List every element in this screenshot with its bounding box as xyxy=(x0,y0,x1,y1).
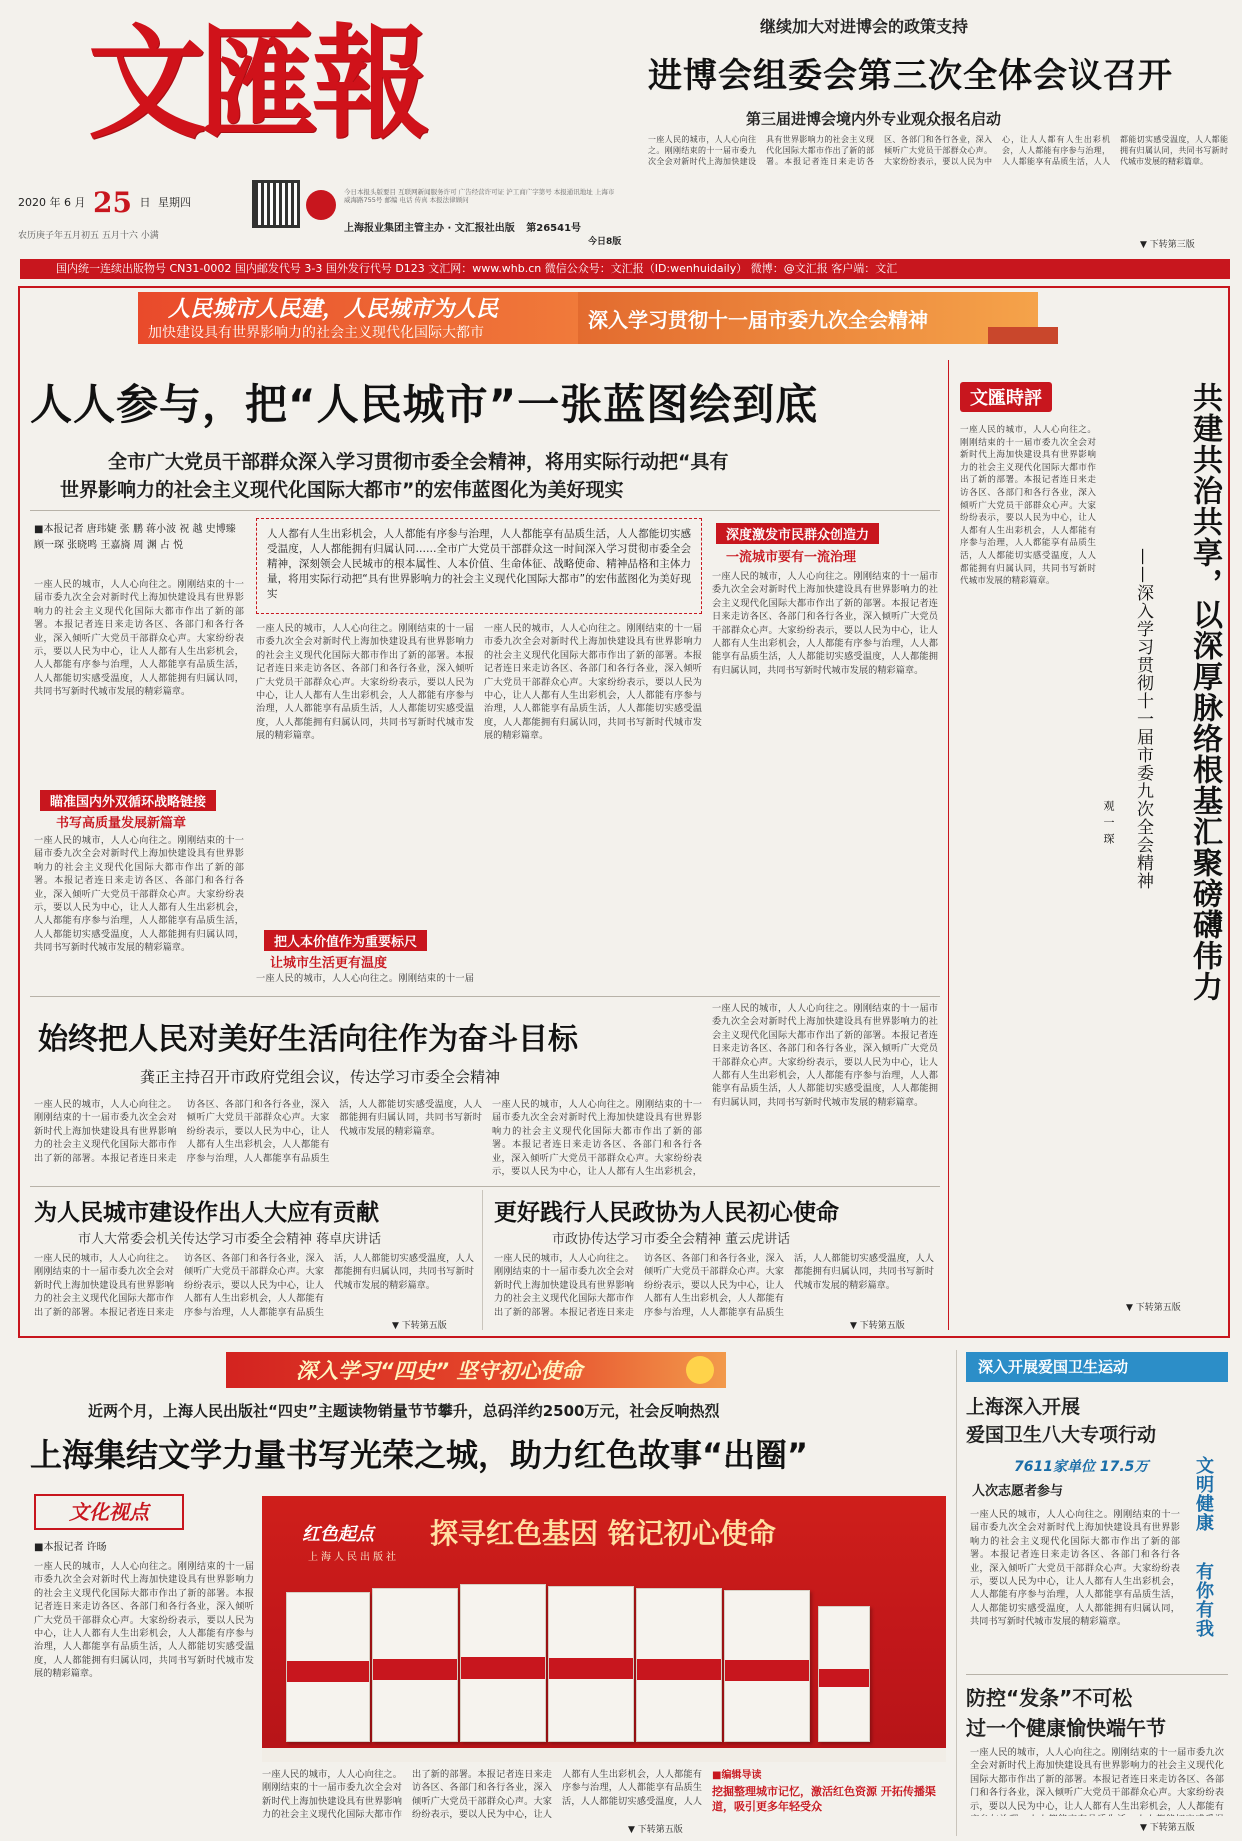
date-day: 25 xyxy=(92,186,132,219)
editor-tag: ■编辑导读 xyxy=(712,1770,762,1781)
commentary-tag: 文匯時評 xyxy=(960,382,1052,412)
lead-tag1-sub: 一流城市要有一流治理 xyxy=(726,550,857,565)
weekday: 星期四 xyxy=(157,196,191,209)
photo-title: 探寻红色基因 铭记初心使命 xyxy=(430,1517,776,1550)
banner-right-text: 深入学习贯彻十一届市委九次全会精神 xyxy=(588,308,928,332)
lead-tag3-sub: 让城市生活更有温度 xyxy=(270,956,388,971)
masthead xyxy=(0,0,1242,250)
story4-headline: 更好践行人民政协为人民初心使命 xyxy=(494,1200,839,1226)
four-histories-banner-text: 深入学习“四史” 坚守初心使命 xyxy=(296,1359,583,1383)
book-cover-5 xyxy=(636,1588,722,1742)
lead-callout-text: 人人都有人生出彩机会，人人都能有序参与治理，人人都能享有品质生活，人人都能切实感受温度，人人都能拥有归属认同……全市广大党员干部群众这一时间深入学习贯彻市委全会精神，深刻领会人民城市的根本属性、人本价值、生命体征、战略使命、精神品格和主体力量，将用实际行动把“具有世界影响力的社会主义现代化国际大都市”的宏伟蓝图化为美好现实 xyxy=(267,528,691,600)
health-stat2: 人次志愿者参与 xyxy=(972,1484,1064,1499)
photo-brand: 红色起点 xyxy=(302,1524,374,1545)
story2-headline: 始终把人民对美好生活向往作为奋斗目标 xyxy=(38,1022,578,1057)
story4-body: 一座人民的城市，人人心向往之。刚刚结束的十一届市委九次全会对新时代上海加快建设具有世界影响力的社会主义现代化国际大都市作出了新的部署。本报记者连日来走访各区、各部门和各行各业，深入倾听广大党员干部群众心声。大家纷纷表示，要以人民为中心，让人人都有人生出彩机会，人人都能有序参与治理，人人都能享有品质生活，人人都能切实感受温度，人人都能拥有归属认同，共同书写新时代城市发展的精彩篇章。 xyxy=(494,1253,934,1318)
health-headline-l2: 爱国卫生八大专项行动 xyxy=(966,1424,1157,1446)
issue-date xyxy=(18,186,191,219)
top-story-kicker: 继续加大对进博会的政策支持 xyxy=(760,17,969,36)
four-histories-byline: ■本报记者 许旸 xyxy=(34,1542,107,1553)
banner-line1: 人民城市人民建，人民城市为人民 xyxy=(168,297,499,322)
health-headline2-l1: 防控“发条”不可松 xyxy=(966,1686,1133,1710)
commentary-body: 一座人民的城市，人人心向往之。刚刚结束的十一届市委九次全会对新时代上海加快建设具有世界影响力的社会主义现代化国际大都市作出了新的部署。本报记者连日来走访各区、各部门和各行各业，深入倾听广大党员干部群众心声。大家纷纷表示，要以人民为中心，让人人都有人生出彩机会，人人都能有序参与治理，人人都能享有品质生活，人人都能切实感受温度，人人都能拥有归属认同，共同书写新时代城市发展的精彩篇章。 xyxy=(960,425,1096,587)
skyline-icon xyxy=(988,288,1058,344)
four-histories-headline: 上海集结文学力量书写光荣之城，助力红色故事“出圈” xyxy=(30,1436,809,1474)
party-emblem-icon xyxy=(686,1356,714,1384)
lead-tag2-sub: 书写高质量发展新篇章 xyxy=(56,816,187,831)
date-year-month: 2020 年 6 月 xyxy=(18,196,86,209)
lead-tag2: 瞄准国内外双循环战略链接 xyxy=(40,790,216,811)
lead-body-col4: 一座人民的城市，人人心向往之。刚刚结束的十一届市委九次全会对新时代上海加快建设具有世界影响力的社会主义现代化国际大都市作出了新的部署。本报记者连日来走访各区、各部门和各行各业，深入倾听广大党员干部群众心声。大家纷纷表示，要以人民为中心，让人人都有人生出彩机会，人人都能有序参与治理，人人都能享有品质生活，人人都能切实感受温度，人人都能拥有归属认同，共同书写新时代城市发展的精彩篇章。 xyxy=(712,571,938,676)
photo-publisher: 上海人民出版社 xyxy=(308,1552,399,1563)
lead-body-col2b: 一座人民的城市，人人心向往之。刚刚结束的十一届 xyxy=(256,973,474,984)
story34-divider xyxy=(482,1190,483,1330)
masthead-notice: 今日本报头版要目 互联网新闻服务许可 广告经营许可证 沪工商广字第号 本报通讯地址 上海市威海路755号 邮编 电话 传真 本报法律顾问 xyxy=(344,188,615,204)
culture-column-logo: 文化视点 xyxy=(34,1494,184,1530)
four-histories-deck: 近两个月，上海人民出版社“四史”主题读物销量节节攀升，总码洋约2500万元，社会反响热烈 xyxy=(88,1402,720,1420)
health-jump: ▼ 下转第五版 xyxy=(1140,1823,1195,1833)
lead-tag1: 深度激发市民群众创造力 xyxy=(716,523,879,544)
lead-headline: 人人参与，把“人民城市”一张蓝图绘到底 xyxy=(30,380,819,429)
health-body: 一座人民的城市，人人心向往之。刚刚结束的十一届市委九次全会对新时代上海加快建设具有世界影响力的社会主义现代化国际大都市作出了新的部署。本报记者连日来走访各区、各部门和各行各业，深入倾听广大党员干部群众心声。大家纷纷表示，要以人民为中心，让人人都有人生出彩机会，人人都能有序参与治理，人人都能享有品质生活，人人都能切实感受温度，人人都能拥有归属认同，共同书写新时代城市发展的精彩篇章。 xyxy=(970,1509,1180,1628)
emblem-icon xyxy=(306,190,336,220)
lead-body-col3: 一座人民的城市，人人心向往之。刚刚结束的十一届市委九次全会对新时代上海加快建设具有世界影响力的社会主义现代化国际大都市作出了新的部署。本报记者连日来走访各区、各部门和各行各业，深入倾听广大党员干部群众心声。大家纷纷表示，要以人民为中心，让人人都有人生出彩机会，人人都能有序参与治理，人人都能享有品质生活，人人都能切实感受温度，人人都能拥有归属认同，共同书写新时代城市发展的精彩篇章。 xyxy=(484,623,702,742)
lunar-date: 农历庚子年五月初五 五月十六 小满 xyxy=(18,231,159,241)
lead-body-col2: 一座人民的城市，人人心向往之。刚刚结束的十一届市委九次全会对新时代上海加快建设具有世界影响力的社会主义现代化国际大都市作出了新的部署。本报记者连日来走访各区、各部门和各行各业，深入倾听广大党员干部群众心声。大家纷纷表示，要以人民为中心，让人人都有人生出彩机会，人人都能有序参与治理，人人都能享有品质生活，人人都能切实感受温度，人人都能拥有归属认同，共同书写新时代城市发展的精彩篇章。 xyxy=(256,623,474,742)
lead-deck-line2: 世界影响力的社会主义现代化国际大都市”的宏伟蓝图化为美好现实 xyxy=(60,479,624,501)
section-banner xyxy=(138,288,1098,346)
newspaper-logo: 文匯報 xyxy=(88,11,425,156)
lead-callout xyxy=(256,518,702,614)
qr-code-icon xyxy=(252,180,300,228)
health-body2: 一座人民的城市，人人心向往之。刚刚结束的十一届市委九次全会对新时代上海加快建设具有世界影响力的社会主义现代化国际大都市作出了新的部署。本报记者连日来走访各区、各部门和各行各业，深入倾听广大党员干部群众心声。大家纷纷表示，要以人民为中心，让人人都有人生出彩机会，人人都能有 xyxy=(970,1747,1224,1812)
four-histories-jump: ▼ 下转第五版 xyxy=(628,1825,683,1835)
book-cover-3 xyxy=(460,1584,546,1742)
book-cover-2 xyxy=(372,1588,458,1742)
page-count: 今日8版 xyxy=(588,237,622,247)
top-story-jump: ▼ 下转第三版 xyxy=(1140,240,1195,250)
health-headline2-l2: 过一个健康愉快端午节 xyxy=(966,1716,1166,1740)
top-story-headline: 进博会组委会第三次全体会议召开 xyxy=(648,56,1173,96)
health-stat: 7611家单位 17.5万 xyxy=(1014,1459,1149,1475)
story2-body-left: 一座人民的城市，人人心向往之。刚刚结束的十一届市委九次全会对新时代上海加快建设具有世界影响力的社会主义现代化国际大都市作出了新的部署。本报记者连日来走访各区、各部门和各行各业，深入倾听广大党员干部群众心声。大家纷纷表示，要以人民为中心，让人人都有人生出彩机会，人人都能有序参与治理，人人都能享有品质生活，人人都能切实感受温度，人人都能拥有归属认同，共同书写新时代城市发展的精彩篇章。 xyxy=(34,1099,482,1164)
story4-jump: ▼ 下转第五版 xyxy=(850,1321,905,1331)
health-rule xyxy=(966,1674,1228,1675)
editor-note: 挖掘整理城市记忆，激活红色资源 开拓传播渠道，吸引更多年轻受众 xyxy=(712,1785,936,1813)
editor-note-box xyxy=(712,1766,946,1830)
commentary-subline: ——深入学习贯彻十一届市委九次全会精神 xyxy=(1133,548,1153,890)
books-photo xyxy=(262,1496,946,1762)
story3-headline: 为人民城市建设作出人大应有贡献 xyxy=(34,1200,379,1226)
health-banner: 深入开展爱国卫生运动 xyxy=(966,1352,1228,1382)
lead-deck-line1: 全市广大党员干部群众深入学习贯彻市委全会精神，将用实际行动把“具有 xyxy=(108,451,729,473)
four-histories-body-bottom: 一座人民的城市，人人心向往之。刚刚结束的十一届市委九次全会对新时代上海加快建设具有世界影响力的社会主义现代化国际大都市作出了新的部署。本报记者连日来走访各区、各部门和各行各业，深入倾听广大党员干部群众心声。大家纷纷表示，要以人民为中心，让人人都有人生出彩机会，人人都能有序参与治理，人人都能享有品质生活，人人都能切实感受温度，人人 xyxy=(262,1769,702,1821)
book-cover-6 xyxy=(724,1590,810,1742)
lead-rule xyxy=(30,510,940,511)
story2-subhead: 龚正主持召开市政府党组会议，传达学习市委全会精神 xyxy=(140,1068,501,1086)
health-divider xyxy=(956,1350,957,1836)
health-headline-l1: 上海深入开展 xyxy=(966,1396,1081,1418)
date-unit: 日 xyxy=(139,196,151,209)
story3-body: 一座人民的城市，人人心向往之。刚刚结束的十一届市委九次全会对新时代上海加快建设具有世界影响力的社会主义现代化国际大都市作出了新的部署。本报记者连日来走访各区、各部门和各行各业，深入倾听广大党员干部群众心声。大家纷纷表示，要以人民为中心，让人人都有人生出彩机会，人人都能有序参与治理，人人都能享有品质生活，人人都能切实感受温度，人人都能拥有归属认同，共同书写新时代城市发展的精彩篇章。 xyxy=(34,1253,474,1318)
story4-subhead: 市政协传达学习市委全会精神 董云虎讲话 xyxy=(552,1232,791,1247)
book-cover-7 xyxy=(818,1606,870,1742)
commentary-jump: ▼ 下转第五版 xyxy=(1126,1303,1181,1313)
publisher: 上海报业集团主管主办 · 文汇报社出版 第26541号 xyxy=(344,223,582,234)
top-story-body: 一座人民的城市，人人心向往之。刚刚结束的十一届市委九次全会对新时代上海加快建设具有世界影响力的社会主义现代化国际大都市作出了新的部署。本报记者连日来走访各区、各部门和各行各业，深入倾听广大党员干部群众心声。大家纷纷表示，要以人民为中心，让人人都有人生出彩机会，人人都能有序参与治理，人人都能享有品质生活，人人都能切实感受温度，人人都能拥有归属认同，共同书写新时代城市发展的精彩篇章。 xyxy=(648,135,1228,166)
health-slogan2: 有你有我 xyxy=(1193,1562,1214,1638)
info-bar: 国内统一连续出版物号 CN31-0002 国内邮发代号 3-3 国外发行代号 D123 文汇网：www.whb.cn 微信公众号：文汇报（ID:wenhuidaily） 微博：@文汇报 客户端：文汇 xyxy=(20,259,1230,279)
lead-tag3: 把人本价值作为重要标尺 xyxy=(264,930,427,951)
story2-body-mid: 一座人民的城市，人人心向往之。刚刚结束的十一届市委九次全会对新时代上海加快建设具有世界影响力的社会主义现代化国际大都市作出了新的部署。本报记者连日来走访各区、各部门和各行各业，深入倾听广大党员干部群众心声。大家纷纷表示，要以人民为中心，让人人都有人生出彩机会， xyxy=(492,1099,702,1178)
story3-subhead: 市人大常委会机关传达学习市委全会精神 蒋卓庆讲话 xyxy=(78,1232,382,1247)
story2-body-right: 一座人民的城市，人人心向往之。刚刚结束的十一届市委九次全会对新时代上海加快建设具有世界影响力的社会主义现代化国际大都市作出了新的部署。本报记者连日来走访各区、各部门和各行各业，深入倾听广大党员干部群众心声。大家纷纷表示，要以人民为中心，让人人都有人生出彩机会，人人都能有序参与治理，人人都能享有品质生活，人人都能切实感受温度，人人都能拥有归属认同，共同书写新时代城市发展的精彩篇章。 xyxy=(712,1003,938,1108)
health-slogan1: 文明健康 xyxy=(1193,1456,1214,1532)
story34-rule xyxy=(30,1186,940,1187)
four-histories-body-col1: 一座人民的城市，人人心向往之。刚刚结束的十一届市委九次全会对新时代上海加快建设具有世界影响力的社会主义现代化国际大都市作出了新的部署。本报记者连日来走访各区、各部门和各行各业，深入倾听广大党员干部群众心声。大家纷纷表示，要以人民为中心，让人人都有人生出彩机会，人人都能有序参与治理，人人都能享有品质生活，人人都能切实感受温度，人人都能拥有归属认同，共同书写新时代城市发展的精彩篇章。 xyxy=(34,1561,254,1680)
lead-body-col1b: 一座人民的城市，人人心向往之。刚刚结束的十一届市委九次全会对新时代上海加快建设具有世界影响力的社会主义现代化国际大都市作出了新的部署。本报记者连日来走访各区、各部门和各行各业，深入倾听广大党员干部群众心声。大家纷纷表示，要以人民为中心，让人人都有人生出彩机会，人人都能有序参与治理，人人都能享有品质生活，人人都能切实感受温度，人人都能拥有归属认同，共同书写新时代城市发展的精彩篇章。 xyxy=(34,835,244,954)
commentary-headline: 共建共治共享，以深厚脉络根基汇聚磅礴伟力 xyxy=(1187,382,1222,1002)
lead-body-col1: 一座人民的城市，人人心向往之。刚刚结束的十一届市委九次全会对新时代上海加快建设具有世界影响力的社会主义现代化国际大都市作出了新的部署。本报记者连日来走访各区、各部门和各行各业，深入倾听广大党员干部群众心声。大家纷纷表示，要以人民为中心，让人人都有人生出彩机会，人人都能有序参与治理，人人都能享有品质生活，人人都能切实感受温度，人人都能拥有归属认同，共同书写新时代城市发展的精彩篇章。 xyxy=(34,579,244,698)
banner-line2: 加快建设具有世界影响力的社会主义现代化国际大都市 xyxy=(148,325,484,341)
photo-floor xyxy=(262,1748,946,1762)
story3-jump: ▼ 下转第五版 xyxy=(392,1321,447,1331)
commentary-divider xyxy=(948,360,949,1330)
top-story-subhead: 第三届进博会境内外专业观众报名启动 xyxy=(746,110,1002,128)
book-cover-4 xyxy=(548,1586,634,1742)
lead-byline: ■本报记者 唐玮婕 张 鹏 蒋小波 祝 越 史博臻 顾一琛 张晓鸣 王嘉旖 周 渊 占 悦 xyxy=(34,524,236,551)
story2-rule xyxy=(30,996,940,997)
book-cover-1 xyxy=(286,1592,370,1742)
commentary-author: 观 一 琛 xyxy=(1102,800,1115,845)
